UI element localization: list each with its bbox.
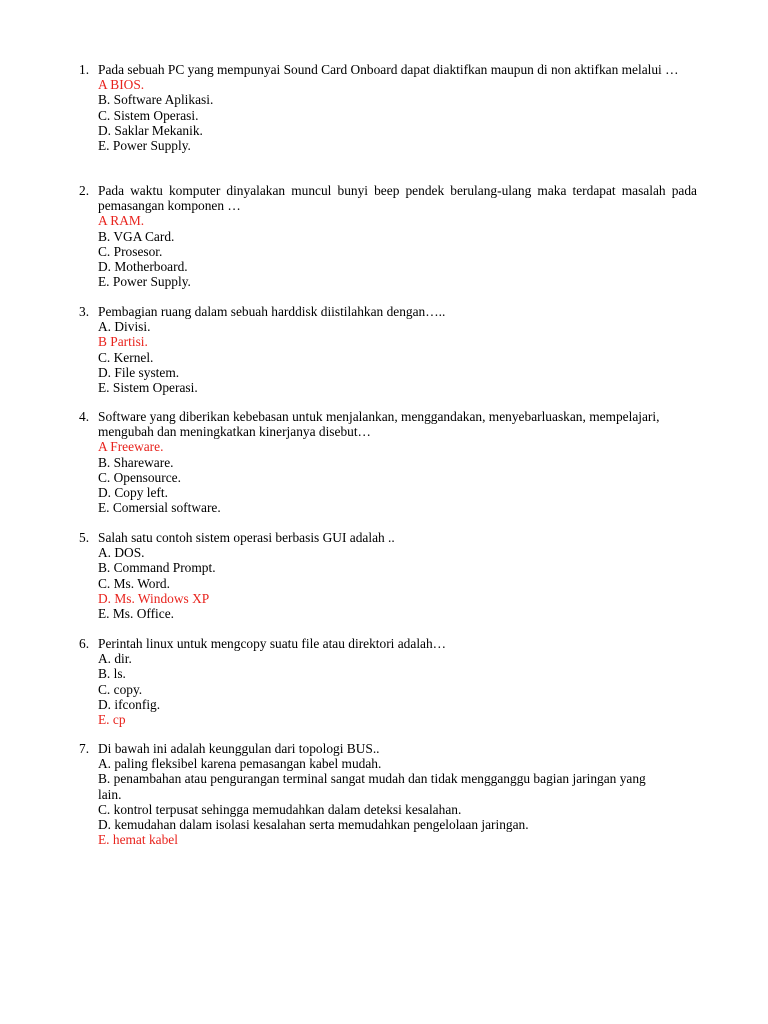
answer-option-correct: B Partisi. <box>98 334 148 350</box>
answer-option: E. Comersial software. <box>98 500 221 516</box>
answer-option: C. Ms. Word. <box>98 575 170 591</box>
answer-option-correct: A RAM. <box>98 213 145 229</box>
answer-option: D. ifconfig. <box>98 696 161 712</box>
question-3 <box>79 304 697 395</box>
answer-options <box>98 213 697 289</box>
answer-option: D. kemudahan dalam isolasi kesalahan serta memudahkan pengelolaan jaringan. <box>98 817 529 833</box>
answer-option-correct: E. hemat kabel <box>98 832 178 848</box>
answer-option: C. copy. <box>98 681 143 697</box>
answer-option: B. Command Prompt. <box>98 560 216 576</box>
answer-option: D. Copy left. <box>98 485 168 501</box>
question-2 <box>79 183 697 289</box>
question-text: Software yang diberikan kebebasan untuk menjalankan, menggandakan, menyebarluaskan, mempelajari, mengubah dan meningkatkan kinerjanya disebut… <box>98 409 660 440</box>
question-text: Di bawah ini adalah keunggulan dari topologi BUS.. <box>98 741 380 756</box>
answer-options <box>98 319 697 395</box>
question-5 <box>79 530 697 621</box>
answer-option: B. ls. <box>98 666 126 682</box>
answer-option: E. Sistem Operasi. <box>98 380 198 396</box>
answer-option: E. Power Supply. <box>98 274 191 290</box>
answer-option: E. Ms. Office. <box>98 606 174 622</box>
question-7 <box>79 741 697 847</box>
answer-options <box>98 756 658 847</box>
answer-option: B. Software Aplikasi. <box>98 92 214 108</box>
question-1 <box>79 62 697 153</box>
answer-option: D. File system. <box>98 364 180 380</box>
answer-options <box>98 77 697 153</box>
answer-option: C. Prosesor. <box>98 243 163 259</box>
answer-option: C. Opensource. <box>98 469 181 485</box>
answer-options <box>98 439 697 515</box>
answer-option: A. paling fleksibel karena pemasangan kabel mudah. <box>98 756 382 772</box>
answer-option: A. Divisi. <box>98 319 151 335</box>
answer-option: A. DOS. <box>98 545 145 561</box>
answer-option: B. penambahan atau pengurangan terminal sangat mudah dan tidak mengganggu bagian jaringan yang lain. <box>98 771 646 802</box>
question-text: Pada sebuah PC yang mempunyai Sound Card Onboard dapat diaktifkan maupun di non aktifkan melalui … <box>98 62 679 77</box>
question-number: 4. <box>79 409 90 424</box>
question-number: 3. <box>79 304 90 319</box>
answer-option: B. VGA Card. <box>98 228 175 244</box>
answer-option: C. Kernel. <box>98 349 154 365</box>
question-number: 1. <box>79 62 90 77</box>
answer-option: C. kontrol terpusat sehingga memudahkan dalam deteksi kesalahan. <box>98 801 462 817</box>
answer-option-correct: D. Ms. Windows XP <box>98 590 210 606</box>
question-number: 2. <box>79 183 90 198</box>
question-4 <box>79 409 697 515</box>
question-number: 5. <box>79 530 90 545</box>
answer-option: E. Power Supply. <box>98 138 191 154</box>
question-number: 6. <box>79 636 90 651</box>
question-6 <box>79 636 697 727</box>
question-text: Pada waktu komputer dinyalakan muncul bunyi beep pendek berulang-ulang maka terdapat masalah pada pemasangan komponen … <box>98 183 697 214</box>
answer-option: C. Sistem Operasi. <box>98 107 199 123</box>
answer-option: B. Shareware. <box>98 454 174 470</box>
question-text: Salah satu contoh sistem operasi berbasis GUI adalah .. <box>98 530 395 545</box>
answer-options <box>98 545 697 621</box>
answer-option-correct: A Freeware. <box>98 439 164 455</box>
question-number: 7. <box>79 741 90 756</box>
answer-option-correct: E. cp <box>98 712 126 728</box>
answer-option: D. Saklar Mekanik. <box>98 122 203 138</box>
question-text: Pembagian ruang dalam sebuah harddisk diistilahkan dengan….. <box>98 304 446 319</box>
answer-option-correct: A BIOS. <box>98 77 145 93</box>
answer-options <box>98 651 697 727</box>
question-text: Perintah linux untuk mengcopy suatu file atau direktori adalah… <box>98 636 447 651</box>
answer-option: A. dir. <box>98 651 132 667</box>
answer-option: D. Motherboard. <box>98 259 188 275</box>
